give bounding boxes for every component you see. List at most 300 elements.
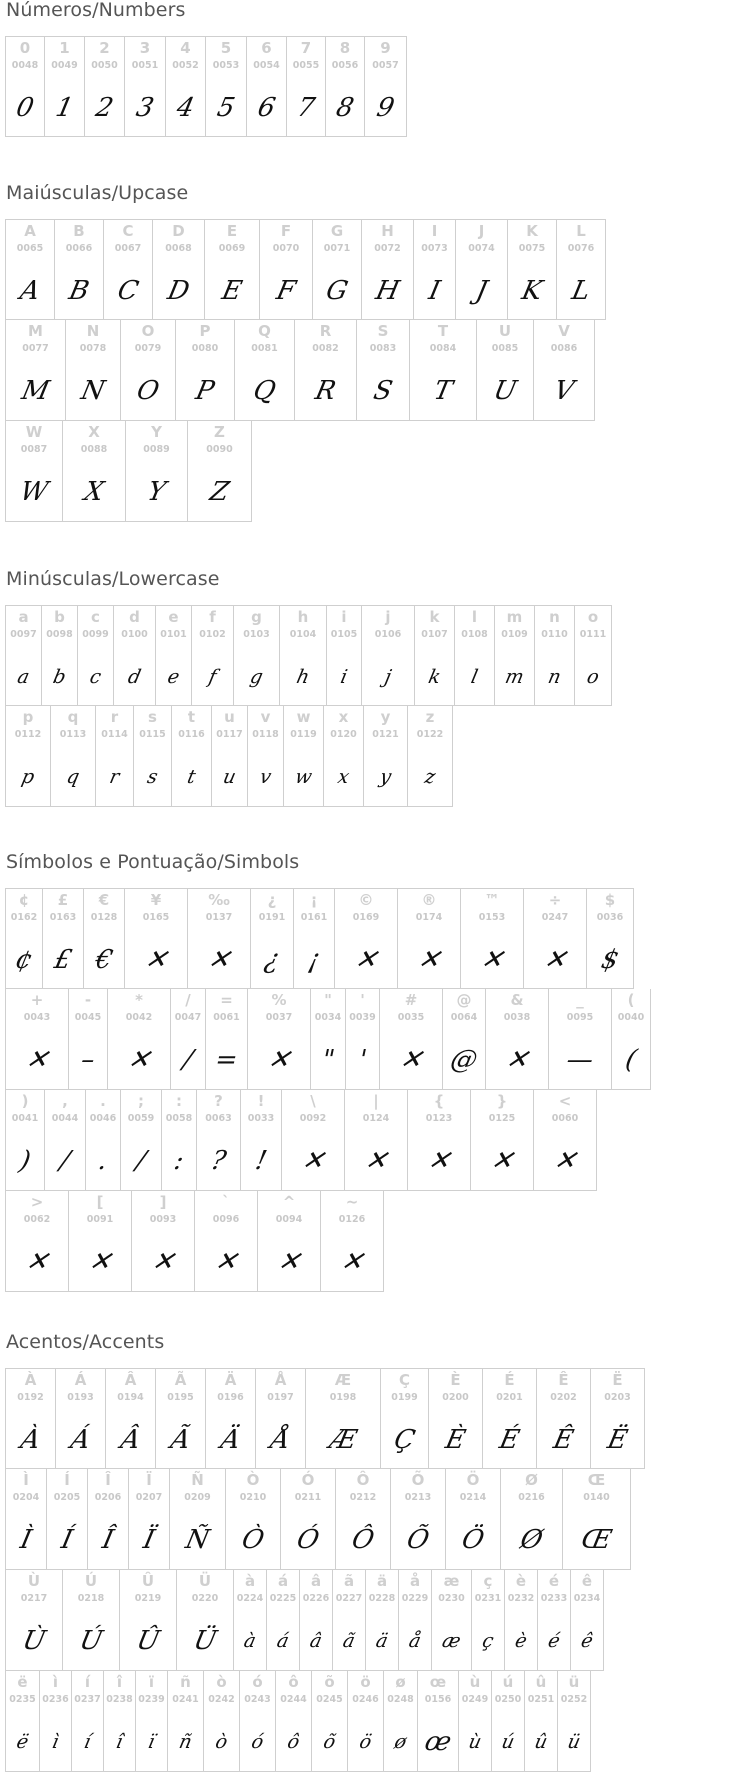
character-code: 0137: [205, 912, 233, 923]
character-code: 0212: [349, 1492, 377, 1503]
character-label: ™: [484, 891, 500, 909]
character-code: 0058: [165, 1113, 193, 1124]
character-label: Y: [151, 423, 162, 441]
glyph-cell: [286, 36, 326, 137]
character-label: í: [84, 1673, 91, 1691]
character-label: $: [604, 891, 616, 909]
glyph-cell: [68, 989, 108, 1090]
missing-glyph-cross-icon: ✕: [361, 1146, 391, 1176]
glyph-sample: Ê: [550, 1425, 577, 1455]
glyph-cell: [586, 888, 634, 989]
glyph-sample: V: [551, 376, 577, 406]
character-code: 0122: [416, 729, 444, 740]
character-code: 0081: [251, 343, 278, 354]
glyph-sample: /: [133, 1146, 149, 1176]
glyph-cell: [5, 36, 45, 137]
character-label: á: [277, 1572, 289, 1590]
glyph-cell: [5, 1570, 63, 1671]
character-code: 0210: [239, 1492, 267, 1503]
glyph-cell: [383, 1671, 418, 1772]
character-label: <: [558, 1092, 572, 1110]
glyph-cell: [556, 219, 606, 320]
glyph-cell: [344, 1090, 408, 1191]
glyph-cell: [428, 1368, 483, 1469]
glyph-cell: [334, 888, 398, 989]
character-label: 9: [380, 39, 391, 57]
glyph-sample: è: [513, 1630, 529, 1652]
glyph-cell: [128, 1469, 170, 1570]
character-code: 0236: [42, 1694, 69, 1705]
glyph-sample: i: [338, 666, 350, 688]
character-label: Ó: [301, 1471, 315, 1489]
character-code: 0109: [501, 629, 528, 640]
glyph-sample: Ó: [294, 1525, 322, 1555]
character-code: 0054: [253, 60, 280, 71]
glyph-cell: [536, 1368, 591, 1469]
glyph-grid: [5, 1368, 730, 1772]
glyph-cell: [299, 1570, 333, 1671]
character-code: 0124: [362, 1113, 390, 1124]
character-label: r: [110, 708, 119, 726]
glyph-cell: [431, 1570, 472, 1671]
character-code: 0092: [299, 1113, 327, 1124]
character-code: 0194: [117, 1392, 144, 1403]
missing-glyph-cross-icon: ✕: [211, 1247, 241, 1277]
glyph-cell: [205, 36, 247, 137]
glyph-sample: T: [431, 376, 455, 406]
character-code: 0128: [90, 912, 118, 923]
character-code: 0079: [134, 343, 162, 354]
glyph-sample: À: [17, 1425, 44, 1455]
character-label: ô: [288, 1673, 299, 1691]
glyph-cell: [50, 706, 96, 807]
character-code: 0200: [442, 1392, 469, 1403]
glyph-cell: [175, 320, 235, 421]
glyph-sample: Õ: [404, 1525, 432, 1555]
glyph-cell: [152, 219, 205, 320]
missing-glyph-cross-icon: ✕: [22, 1247, 52, 1277]
character-label: ‰: [208, 891, 230, 909]
character-code: 0066: [65, 243, 93, 254]
glyph-cell: [187, 421, 252, 522]
glyph-row: [5, 219, 730, 320]
character-code: 0055: [292, 60, 320, 71]
glyph-cell: [240, 1090, 282, 1191]
glyph-sample: D: [164, 276, 193, 306]
glyph-sample: Ç: [391, 1425, 418, 1455]
character-label: H: [381, 222, 394, 240]
character-label: F: [280, 222, 292, 240]
glyph-sample: 0: [13, 93, 37, 123]
glyph-cell: [205, 989, 248, 1090]
glyph-sample: ì: [50, 1731, 61, 1753]
character-label: p: [22, 708, 34, 726]
glyph-cell: [320, 1191, 384, 1292]
character-code: 0098: [46, 629, 73, 640]
character-label: 3: [139, 39, 151, 57]
glyph-cell: [407, 1090, 471, 1191]
glyph-cell: [458, 1671, 492, 1772]
character-code: 0205: [53, 1492, 81, 1503]
glyph-sample: f: [206, 666, 219, 688]
character-label: z: [425, 708, 435, 726]
glyph-sample: J: [473, 276, 490, 306]
character-code: 0053: [212, 60, 240, 71]
character-label: 8: [339, 39, 351, 57]
glyph-sample: t: [185, 766, 198, 788]
character-label: /: [185, 991, 191, 1009]
glyph-row: [5, 605, 730, 706]
glyph-sample: 3: [133, 93, 157, 123]
glyph-sample: Ò: [239, 1525, 267, 1555]
character-label: K: [526, 222, 538, 240]
character-code: 0069: [218, 243, 246, 254]
glyph-cell: [470, 1090, 534, 1191]
character-code: 0074: [468, 243, 495, 254]
glyph-cell: [169, 1469, 226, 1570]
missing-glyph-cross-icon: ✕: [550, 1146, 580, 1176]
glyph-sample: ô: [285, 1731, 302, 1753]
character-label: Í: [64, 1471, 70, 1489]
character-code: 0239: [138, 1694, 165, 1705]
glyph-cell: [44, 36, 85, 137]
character-label: S: [377, 322, 389, 340]
character-code: 0113: [59, 729, 87, 740]
glyph-cell: [332, 1570, 366, 1671]
character-label: X: [88, 423, 100, 441]
character-code: 0052: [172, 60, 199, 71]
glyph-sample: Ñ: [182, 1525, 213, 1555]
character-code: 0102: [199, 629, 226, 640]
glyph-sample: N: [78, 376, 108, 406]
character-label: à: [244, 1572, 256, 1590]
glyph-cell: [537, 1570, 571, 1671]
character-code: 0097: [10, 629, 37, 640]
glyph-cell: [54, 219, 104, 320]
glyph-sample: È: [442, 1425, 469, 1455]
glyph-sample: Œ: [578, 1525, 615, 1555]
glyph-cell: [266, 1570, 300, 1671]
glyph-cell: [557, 1671, 591, 1772]
missing-glyph-cross-icon: ✕: [424, 1146, 454, 1176]
glyph-cell: [247, 989, 311, 1090]
character-label: É: [504, 1371, 515, 1389]
glyph-cell: [205, 1368, 256, 1469]
character-code: 0206: [94, 1492, 122, 1503]
glyph-cell: [281, 1090, 345, 1191]
character-code: 0125: [488, 1113, 516, 1124]
character-label: e: [168, 608, 179, 626]
character-label: -: [84, 991, 92, 1009]
glyph-sample: œ: [421, 1727, 455, 1757]
character-code: 0219: [134, 1593, 162, 1604]
character-code: 0203: [604, 1392, 631, 1403]
glyph-sample: Ü: [190, 1626, 220, 1656]
character-label: ã: [343, 1572, 355, 1590]
character-label: Â: [124, 1371, 137, 1389]
character-label: Ä: [224, 1371, 237, 1389]
character-label: ): [21, 1092, 29, 1110]
character-label: Z: [214, 423, 225, 441]
glyph-cell: [356, 320, 410, 421]
glyph-sample: R: [312, 376, 339, 406]
section-title: Símbolos e Pontuação/Simbols: [6, 851, 300, 873]
glyph-cell: [590, 1368, 645, 1469]
glyph-sample: C: [114, 276, 142, 306]
character-label: y: [380, 708, 391, 726]
glyph-sample: à: [241, 1630, 258, 1652]
glyph-cell: [125, 421, 188, 522]
character-code: 0231: [474, 1593, 502, 1604]
glyph-cell: [196, 1090, 241, 1191]
character-label: J: [478, 222, 485, 240]
character-code: 0056: [331, 60, 359, 71]
character-code: 0213: [404, 1492, 432, 1503]
character-code: 0033: [247, 1113, 275, 1124]
character-label: ö: [360, 1673, 371, 1691]
missing-glyph-cross-icon: ✕: [396, 1045, 426, 1075]
glyph-cell: [445, 1469, 501, 1570]
character-label: Ã: [174, 1371, 187, 1389]
glyph-sample: ò: [213, 1731, 230, 1753]
glyph-cell: [279, 605, 327, 706]
glyph-sample: 7: [294, 93, 318, 123]
character-code: 0165: [142, 912, 170, 923]
character-label: u: [224, 708, 235, 726]
glyph-cell: [103, 219, 153, 320]
character-label: v: [260, 708, 271, 726]
character-code: 0225: [269, 1593, 297, 1604]
character-label: W: [25, 423, 43, 441]
character-code: 0243: [244, 1694, 271, 1705]
character-label: C: [122, 222, 134, 240]
glyph-cell: [280, 1469, 336, 1570]
character-label: _: [576, 991, 584, 1009]
character-code: 0162: [10, 912, 38, 923]
glyph-sample: p: [19, 766, 37, 788]
character-code: 0067: [114, 243, 142, 254]
character-label: L: [576, 222, 586, 240]
glyph-sample: Ì: [17, 1525, 35, 1555]
glyph-cell: [460, 888, 524, 989]
glyph-sample: ¡: [305, 945, 323, 975]
glyph-sample: ¿: [261, 945, 283, 975]
character-code: 0038: [503, 1012, 531, 1023]
glyph-cell: [255, 1368, 306, 1469]
character-code: 0153: [478, 912, 506, 923]
glyph-cell: [361, 605, 415, 706]
character-code: 0080: [191, 343, 219, 354]
character-label: ñ: [180, 1673, 191, 1691]
character-code: 0248: [387, 1694, 414, 1705]
glyph-sample: o: [584, 666, 602, 688]
character-label: ø: [395, 1673, 406, 1691]
character-code: 0036: [596, 912, 624, 923]
character-label: T: [437, 322, 449, 340]
character-code: 0045: [74, 1012, 102, 1023]
glyph-cell: [107, 989, 171, 1090]
missing-glyph-cross-icon: ✕: [502, 1045, 532, 1075]
character-label: ~: [345, 1193, 359, 1211]
character-label: Œ: [587, 1471, 606, 1489]
character-code: 0059: [127, 1113, 155, 1124]
glyph-grid: [5, 219, 730, 522]
character-label: ò: [216, 1673, 227, 1691]
character-code: 0238: [106, 1694, 133, 1705]
character-code: 0091: [86, 1214, 114, 1225]
character-code: 0063: [205, 1113, 232, 1124]
glyph-sample: E: [219, 276, 245, 306]
specimen-section: [0, 852, 730, 1292]
character-label: û: [535, 1673, 547, 1691]
glyph-sample: q: [64, 766, 82, 788]
glyph-cell: [335, 1469, 391, 1570]
character-code: 0042: [125, 1012, 153, 1023]
glyph-cell: [310, 989, 346, 1090]
specimen-section: [0, 183, 730, 522]
character-label: w: [296, 708, 311, 726]
character-label: ú: [502, 1673, 514, 1691]
section-title: Minúsculas/Lowercase: [6, 568, 220, 590]
glyph-cell: [87, 1469, 129, 1570]
glyph-sample: Ø: [517, 1525, 546, 1555]
glyph-cell: [211, 706, 248, 807]
glyph-sample: Ä: [217, 1425, 244, 1455]
character-code: 0233: [540, 1593, 568, 1604]
character-label: ü: [568, 1673, 580, 1691]
glyph-sample: F: [273, 276, 299, 306]
glyph-sample: æ: [440, 1630, 463, 1652]
character-code: 0100: [121, 629, 148, 640]
glyph-sample: $: [598, 945, 622, 975]
character-label: £: [57, 891, 69, 909]
glyph-sample: ä: [373, 1630, 390, 1652]
glyph-sample: !: [252, 1146, 270, 1176]
glyph-sample: 2: [93, 93, 116, 123]
glyph-sample: ü: [565, 1731, 583, 1753]
character-label: Ô: [356, 1471, 370, 1489]
missing-glyph-cross-icon: ✕: [337, 1247, 367, 1277]
character-label: å: [409, 1572, 421, 1590]
glyph-cell: [325, 36, 365, 137]
glyph-sample: —: [563, 1045, 597, 1075]
glyph-cell: [454, 605, 495, 706]
character-label: R: [319, 322, 332, 340]
section-title: Números/Numbers: [6, 0, 186, 21]
character-label: ó: [252, 1673, 263, 1691]
character-label: é: [548, 1572, 560, 1590]
glyph-sample: õ: [321, 1731, 338, 1753]
character-code: 0250: [494, 1694, 522, 1705]
glyph-cell: [5, 605, 42, 706]
glyph-cell: [417, 1671, 459, 1772]
character-code: 0230: [438, 1593, 465, 1604]
character-code: 0034: [314, 1012, 342, 1023]
glyph-sample: X: [81, 477, 107, 507]
glyph-cell: [131, 1191, 195, 1292]
glyph-cell: [68, 1191, 132, 1292]
character-code: 0093: [149, 1214, 177, 1225]
glyph-sample: K: [519, 276, 545, 306]
character-code: 0035: [397, 1012, 425, 1023]
glyph-sample: ï: [146, 1731, 157, 1753]
glyph-grid: [5, 36, 730, 137]
character-label: h: [297, 608, 309, 626]
glyph-sample: x: [335, 766, 352, 788]
glyph-sample: 8: [333, 93, 357, 123]
glyph-cell: [84, 36, 125, 137]
glyph-cell: [239, 1671, 276, 1772]
glyph-sample: Î: [99, 1525, 117, 1555]
glyph-cell: [85, 1090, 121, 1191]
glyph-cell: [250, 888, 294, 989]
character-code: 0083: [369, 343, 397, 354]
character-code: 0068: [165, 243, 192, 254]
character-label: ï: [148, 1673, 155, 1691]
glyph-sample: (: [622, 1045, 640, 1075]
glyph-cell: [39, 1671, 72, 1772]
character-code: 0073: [421, 243, 448, 254]
character-label: j: [385, 608, 391, 626]
glyph-sample: ã: [340, 1630, 357, 1652]
character-code: 0161: [300, 912, 328, 923]
character-code: 0070: [272, 243, 300, 254]
glyph-sample: ú: [499, 1731, 517, 1753]
glyph-sample: 1: [53, 93, 76, 123]
glyph-cell: [103, 1671, 136, 1772]
character-label: }: [496, 1092, 508, 1110]
glyph-sample: é: [546, 1630, 562, 1652]
character-label: Ì: [23, 1471, 29, 1489]
character-label: G: [330, 222, 344, 240]
character-code: 0041: [11, 1113, 39, 1124]
character-label: ¡: [310, 891, 318, 909]
glyph-cell: [5, 888, 43, 989]
character-code: 0106: [374, 629, 402, 640]
glyph-cell: [5, 706, 51, 807]
character-code: 0050: [91, 60, 118, 71]
character-code: 0071: [323, 243, 351, 254]
glyph-sample: m: [503, 666, 526, 688]
character-code: 0120: [330, 729, 357, 740]
glyph-cell: [345, 989, 380, 1090]
character-code: 0211: [294, 1492, 322, 1503]
glyph-sample: Ö: [459, 1525, 487, 1555]
character-label: 1: [59, 39, 70, 57]
character-label: o: [587, 608, 599, 626]
glyph-row: [5, 888, 730, 989]
glyph-cell: [105, 1368, 156, 1469]
character-label: =: [220, 991, 233, 1009]
glyph-sample: –: [78, 1045, 98, 1075]
character-label: ì: [52, 1673, 59, 1691]
glyph-row: [5, 1090, 730, 1191]
character-code: 0115: [139, 729, 166, 740]
glyph-cell: [611, 989, 651, 1090]
glyph-row: [5, 421, 730, 522]
character-code: 0086: [550, 343, 578, 354]
glyph-sample: Ô: [349, 1525, 377, 1555]
glyph-sample: :: [171, 1146, 187, 1176]
missing-glyph-cross-icon: ✕: [264, 1045, 294, 1075]
character-label: P: [199, 322, 211, 340]
character-label: Ë: [612, 1371, 623, 1389]
character-label: ©: [358, 891, 374, 909]
glyph-cell: [42, 888, 84, 989]
section-title: Acentos/Accents: [6, 1331, 165, 1353]
glyph-sample: M: [18, 376, 53, 406]
glyph-sample: w: [293, 766, 314, 788]
